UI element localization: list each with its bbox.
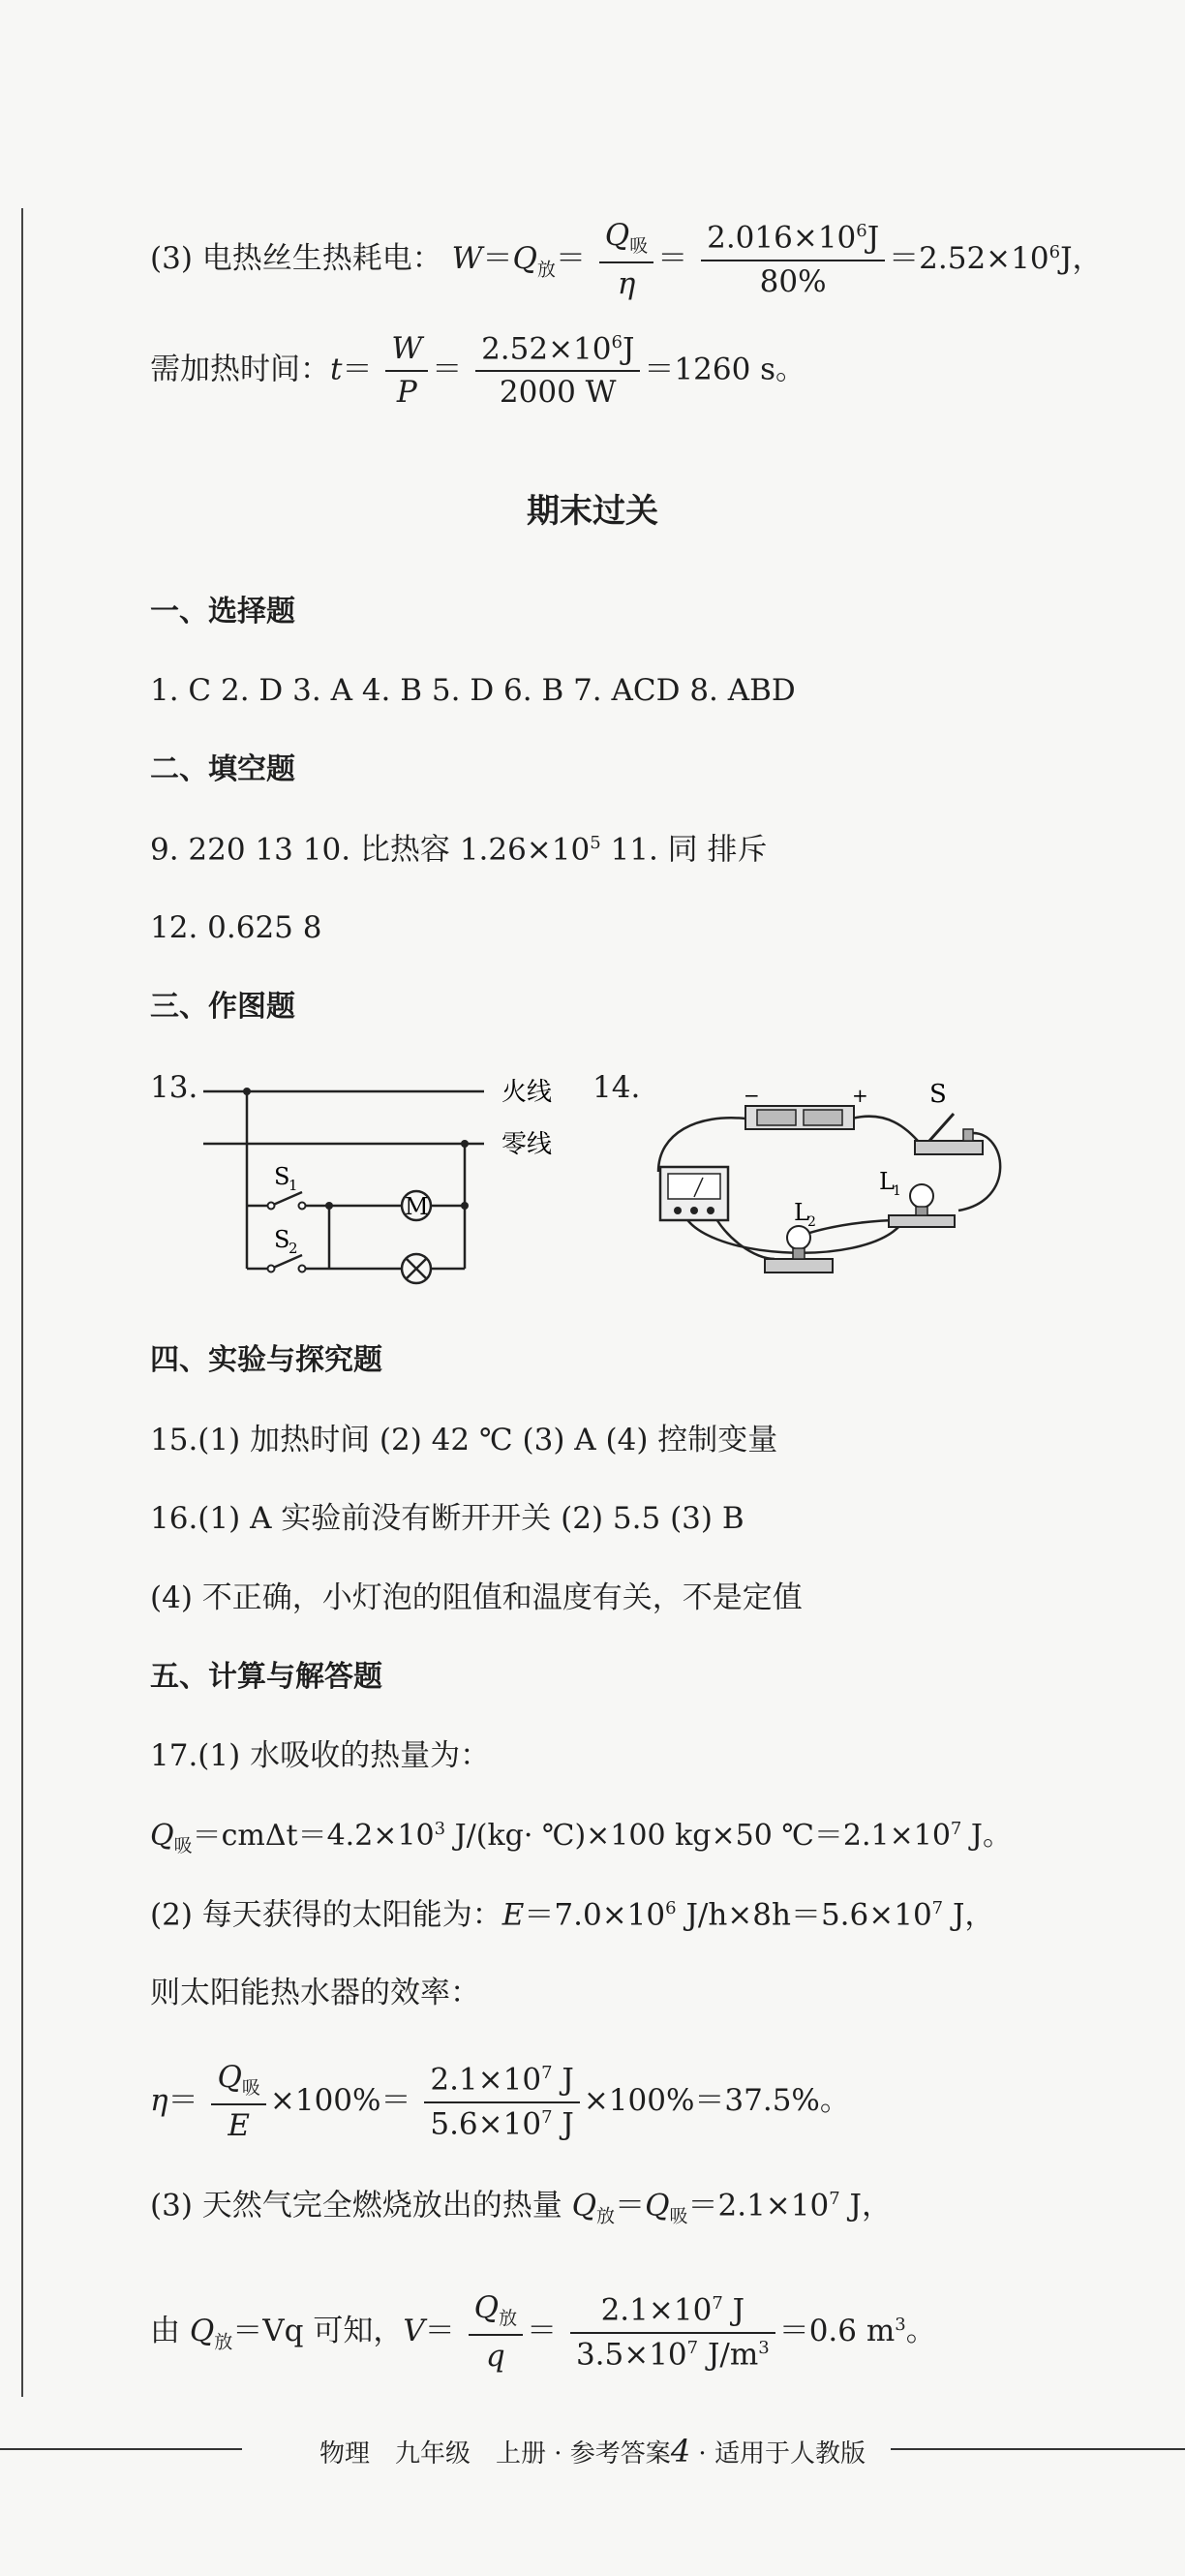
s2-label: S	[274, 1226, 290, 1253]
q17-4-Q: Q	[189, 2314, 215, 2349]
q17-3-Q1: Q	[571, 2188, 597, 2223]
fraction-energy	[701, 220, 885, 299]
frac-eta: η	[617, 266, 636, 302]
frac2-num-a: 2.52×10	[481, 331, 612, 367]
l2-sub: 2	[807, 1214, 816, 1230]
q17-2-exp2: 7	[931, 1898, 944, 1918]
q17-4-b: ＝Vq 可知，	[232, 2314, 404, 2349]
q13-label: 13.	[150, 1070, 198, 1105]
frac1-num-exp: 6	[856, 221, 867, 242]
frac-P: P	[396, 375, 417, 411]
margin-rule	[21, 208, 23, 2397]
vol-den-exp: 7	[686, 2337, 699, 2358]
wire-battery-meter	[658, 1118, 745, 1172]
frac2-den: 2000 W	[499, 375, 617, 411]
frac1-den: 80%	[759, 263, 827, 299]
answer-17-eff-eq	[150, 2060, 850, 2144]
answers-fill-2: 12. 0.625 8	[150, 910, 322, 945]
battery-box	[745, 1106, 854, 1129]
eff-num-a: 2.1×10	[430, 2062, 542, 2098]
q17-2-b: ＝7.0×10	[524, 1897, 666, 1933]
vol-num-exp: 7	[712, 2293, 723, 2315]
q17-3-b: ＝2.1×10	[687, 2188, 830, 2223]
fill1-exp: 5	[590, 833, 601, 853]
q17-4-frac-sub: 放	[499, 2308, 518, 2330]
footer-page-number: 4	[670, 2433, 691, 2469]
vol-den-b: J/m	[698, 2336, 759, 2372]
frac2-num-exp: 6	[611, 332, 623, 353]
eff-end: ×100%＝37.5%。	[583, 2083, 850, 2119]
q17-4-eq2: ＝	[527, 2314, 558, 2349]
neutral-label: 零线	[501, 1130, 553, 1159]
answer-15: 15.(1) 加热时间 (2) 42 ℃ (3) A (4) 控制变量	[150, 1423, 778, 1457]
vol-den-exp2: 3	[758, 2337, 770, 2358]
eq1-c: J/(kg· ℃)×100 kg×50 ℃＝2.1×10	[445, 1819, 951, 1853]
q17-3-eq: ＝	[615, 2188, 646, 2223]
q17-4-frac-q: q	[485, 2339, 505, 2375]
eff-eq: ＝	[167, 2083, 198, 2119]
ammeter	[660, 1167, 728, 1220]
answers-choice: 1. C 2. D 3. A 4. B 5. D 6. B 7. ACD 8. ABD	[150, 673, 796, 708]
frac-sub-xi: 吸	[629, 235, 649, 258]
answer-17-eq1	[150, 1821, 1012, 1855]
heading-choice: 一、选择题	[150, 595, 295, 629]
footer-text-b: · 适用于人教版	[690, 2439, 866, 2469]
eff-den-exp: 7	[541, 2106, 553, 2128]
switch-s	[915, 1114, 983, 1154]
heading-calc: 五、计算与解答题	[150, 1660, 382, 1694]
vol-end-exp: 3	[895, 2314, 906, 2335]
q17-2-d: J，	[943, 1897, 995, 1933]
heat-time-line	[150, 331, 806, 411]
frac1-num-a: 2.016×10	[707, 220, 857, 256]
eff-num-b: J	[552, 2062, 574, 2098]
vol-num-a: 2.1×10	[600, 2292, 713, 2328]
eff-num-exp: 7	[541, 2063, 553, 2084]
line2-result: ＝1260 s。	[644, 352, 806, 387]
s1-sub: 1	[289, 1177, 298, 1194]
var-Q: Q	[512, 241, 537, 277]
switch-s1-blade	[271, 1192, 302, 1206]
eq1-d: J。	[961, 1819, 1012, 1853]
footer-text-a: 物理 九年级 上册 · 参考答案	[319, 2439, 671, 2469]
circuit-diagram-13	[194, 1060, 600, 1303]
fraction-W-over-P	[385, 331, 428, 411]
live-label: 火线	[501, 1078, 553, 1107]
s1-label: S	[274, 1163, 290, 1190]
circuit-diagram-14	[639, 1065, 1026, 1307]
vol-num-b: J	[722, 2292, 745, 2328]
fraction-Q-over-q	[469, 2290, 523, 2375]
q17-3-exp: 7	[829, 2189, 840, 2209]
equals-t: ＝	[342, 352, 373, 387]
heat-energy-line	[150, 218, 1103, 302]
q17-4-frac-Q: Q	[473, 2290, 500, 2325]
frac-Q: Q	[604, 218, 630, 253]
q17-3-a: (3) 天然气完全燃烧放出的热量	[150, 2188, 572, 2223]
answer-17-2	[150, 1897, 995, 1933]
eq1-exp2: 7	[950, 1819, 962, 1839]
eq1-Q: Q	[150, 1819, 174, 1853]
l1-sub: 1	[893, 1183, 901, 1199]
heading-fill: 二、填空题	[150, 752, 295, 786]
fraction-Q-over-E	[211, 2060, 265, 2144]
q14-label: 14.	[592, 1070, 641, 1105]
l1-label: L	[879, 1168, 895, 1195]
fraction-time	[475, 331, 640, 411]
vol-end-a: ＝0.6 m	[778, 2314, 896, 2349]
line1-result-b: J，	[1060, 241, 1103, 277]
line2-prefix: 需加热时间：	[150, 352, 330, 387]
eff-eta: η	[150, 2083, 168, 2119]
q17-3-c: J，	[839, 2188, 892, 2223]
q17-3-Q2: Q	[645, 2188, 670, 2223]
vol-den-a: 3.5×10	[575, 2336, 687, 2372]
eq1-a: ＝cm	[192, 1819, 265, 1853]
page-footer	[0, 2433, 1185, 2469]
motor-label: M	[405, 1193, 429, 1220]
answer-17-4	[150, 2290, 936, 2375]
fraction-efficiency	[424, 2062, 579, 2141]
wire-battery-switch	[852, 1117, 920, 1143]
eff-mid: ×100%＝	[269, 2083, 411, 2119]
eff-E: E	[228, 2108, 250, 2144]
switch-s2-blade	[271, 1255, 302, 1269]
eff-sub-xi: 吸	[241, 2077, 260, 2100]
answer-17-eff-label: 则太阳能热水器的效率：	[150, 1976, 480, 2010]
fill1-b: 11. 同 排斥	[600, 832, 768, 868]
equals-3: ＝	[657, 241, 688, 277]
line1-result-exp: 6	[1048, 241, 1061, 262]
frac-W: W	[385, 334, 428, 372]
line1-prefix: (3) 电热丝生热耗电：	[150, 241, 442, 277]
equals: ＝	[482, 241, 513, 277]
q17-4-sub-fang: 放	[214, 2331, 233, 2353]
answer-16: 16.(1) A 实验前没有断开开关 (2) 5.5 (3) B	[150, 1501, 744, 1536]
frac2-num-b: J	[622, 331, 635, 367]
q17-3-sub-xi: 吸	[669, 2205, 688, 2227]
eff-Q: Q	[217, 2060, 242, 2095]
eq1-b: Δt＝4.2×10	[264, 1819, 435, 1853]
fill1-a: 9. 220 13 10. 比热容 1.26×10	[150, 832, 591, 868]
eff-den-a: 5.6×10	[430, 2105, 542, 2141]
switch-label: S	[929, 1080, 947, 1109]
equals-2: ＝	[555, 241, 586, 277]
eff-den-b: J	[552, 2105, 574, 2141]
q17-3-sub-fang: 放	[596, 2205, 616, 2227]
q17-4-eq: ＝	[424, 2314, 455, 2349]
q17-4-a: 由	[150, 2314, 190, 2349]
wire-l1-l2	[804, 1220, 900, 1235]
eq1-sub-xi: 吸	[173, 1835, 193, 1856]
equals-t2: ＝	[432, 352, 463, 387]
var-W: W	[451, 241, 483, 277]
heading-drawing: 三、作图题	[150, 990, 295, 1024]
var-t: t	[330, 352, 343, 387]
lamp-l2	[765, 1226, 833, 1273]
q17-2-exp1: 6	[665, 1898, 677, 1918]
heading-experiment: 四、实验与探究题	[150, 1343, 382, 1377]
s2-sub: 2	[289, 1240, 298, 1257]
eq1-exp1: 3	[434, 1819, 446, 1839]
answer-16-4: (4) 不正确，小灯泡的阻值和温度有关，不是定值	[150, 1580, 803, 1615]
fraction-Q-over-eta	[599, 218, 653, 302]
battery-plus: +	[852, 1084, 868, 1107]
frac1-num-b: J	[866, 220, 880, 256]
battery-minus: −	[744, 1084, 760, 1107]
answer-17-3	[150, 2188, 892, 2227]
sub-fang: 放	[536, 259, 556, 281]
line1-result-a: ＝2.52×10	[889, 241, 1049, 277]
q17-4-V: V	[403, 2314, 425, 2349]
fraction-volume	[570, 2292, 775, 2372]
q17-2-a: (2) 每天获得的太阳能为：	[150, 1897, 502, 1933]
answer-17-1: 17.(1) 水吸收的热量为：	[150, 1738, 491, 1773]
answers-fill-1	[150, 832, 768, 868]
vol-end-b: 。	[905, 2314, 936, 2349]
l2-label: L	[794, 1199, 809, 1226]
q17-2-c: J/h×8h＝5.6×10	[676, 1897, 932, 1933]
section-title: 期末过关	[527, 492, 658, 531]
q17-2-E: E	[501, 1897, 525, 1933]
